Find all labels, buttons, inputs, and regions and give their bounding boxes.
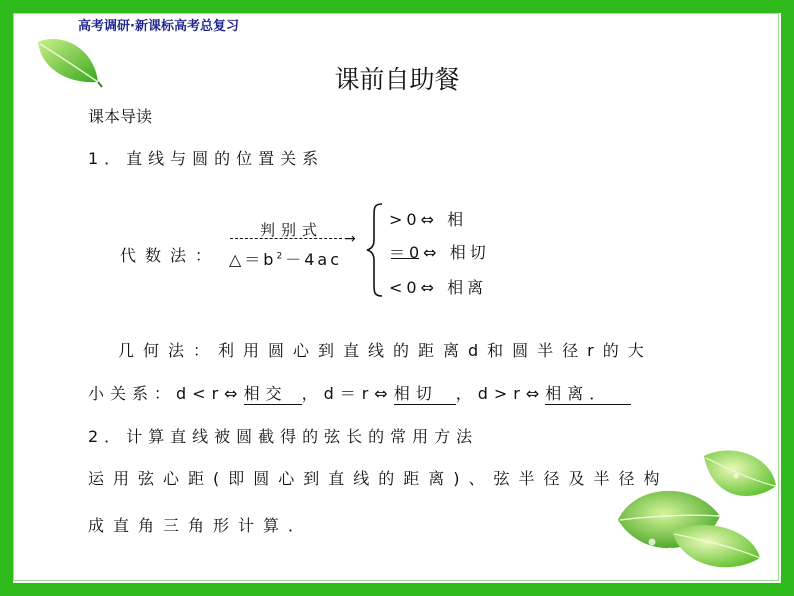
case-equal-rule: [391, 258, 419, 259]
page-title: 课前自助餐: [334, 65, 460, 94]
formula-suffix: －4ac: [285, 250, 342, 269]
geometry-line2: [88, 381, 631, 405]
discriminant-formula: [229, 247, 342, 270]
case-greater: [389, 207, 467, 230]
case-less-answer: 相离: [447, 278, 488, 297]
geometry-line2-b: ，d＝r⇔: [301, 384, 394, 403]
algebra-label: 代数法：: [120, 246, 221, 265]
right-arrow-icon: →: [344, 231, 356, 247]
item1-heading: 1．直线与圆的位置关系: [88, 149, 325, 168]
item2-line2: 成直角三角形计算．: [88, 516, 314, 535]
header-banner: 高考调研·新课标高考总复习: [78, 19, 239, 34]
case-less-cond: <0⇔: [389, 278, 438, 297]
case-equal-answer: 相切: [449, 243, 490, 262]
case-equal: [389, 240, 490, 263]
section-heading: 课本导读: [88, 107, 153, 126]
case-greater-answer: 相: [447, 210, 468, 229]
frame-top-border: [0, 0, 794, 13]
formula-exponent: 2: [276, 251, 286, 262]
formula-overline: [230, 238, 342, 239]
left-brace-icon: [365, 202, 385, 298]
formula-prefix: △＝b: [229, 250, 277, 269]
leaves-icon: [612, 446, 780, 578]
case-equal-cond: ＝0⇔: [389, 243, 441, 262]
frame-bottom-border: [0, 583, 794, 596]
item2-heading: 2．计算直线被圆截得的弦长的常用方法: [88, 427, 479, 446]
answer-blank-intersect: 相交: [244, 381, 302, 405]
case-less: [389, 275, 487, 298]
item2-line1: 运用弦心距(即圆心到直线的距离)、弦半径及半径构: [88, 469, 669, 488]
answer-blank-tangent: 相切: [394, 381, 456, 405]
discriminant-label: 判别式: [260, 221, 324, 239]
geometry-line2-c: ，d>r⇔: [455, 384, 546, 403]
case-greater-cond: >0⇔: [389, 210, 438, 229]
geometry-line2-a: 小关系：d<r⇔: [88, 384, 244, 403]
geometry-line1: 几何法：利用圆心到直线的距离d和圆半径r的大: [118, 341, 653, 360]
answer-blank-separate: 相离．: [545, 381, 631, 405]
